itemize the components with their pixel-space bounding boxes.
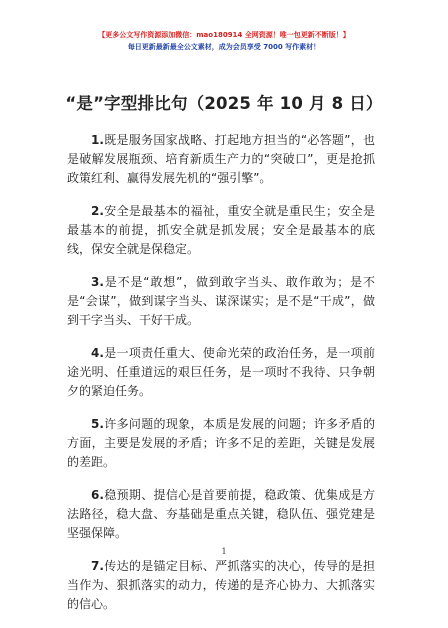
header-banner-blue: 每日更新最新最全公文素材，成为会员享受 7000 写作素材！ [127, 43, 321, 51]
paragraph-text: 既是服务国家战略、打起地方担当的“必答题”，也是破解发展瓶颈、培育新质生产力的“突破口”，更是抢抓政策红利、赢得发展先机的“强引擎”。 [67, 133, 375, 185]
page-number: 1 [221, 547, 227, 556]
paragraph-number: 6. [91, 488, 104, 502]
paragraph-text: 安全是最基本的福祉，重安全就是重民生；安全是最基本的前提，抓安全就是抓发展；安全是最基本的底线，保安全就是保稳定。 [67, 204, 375, 256]
paragraph-number: 5. [91, 417, 104, 431]
paragraph-2 [67, 202, 375, 259]
paragraph-text: 是不是“敢想”，做到敢字当头、敢作敢为；是不是“会谋”，做到谋字当头、谋深谋实；是不是“干成”，做到干字当头、干好干成。 [67, 275, 375, 327]
paragraph-1 [67, 131, 375, 188]
paragraph-number: 1. [91, 133, 104, 147]
paragraph-text: 许多问题的现象，本质是发展的问题；许多矛盾的方面，主要是发展的矛盾；许多不足的差距，关键是发展的差距。 [67, 417, 375, 469]
paragraph-number: 2. [91, 204, 104, 218]
header-banner-red: 【更多公文写作资源添加微信：mao180914 全网资源！唯一包更新不断版！】 [98, 31, 350, 39]
paragraph-5 [67, 415, 375, 472]
document-title: “是”字型排比句（2025 年 10 月 8 日） [65, 94, 383, 113]
paragraph-3 [67, 273, 375, 330]
paragraph-text: 是一项责任重大、使命光荣的政治任务，是一项前途光明、任重道远的艰巨任务，是一项时不我待、只争朝夕的紧迫任务。 [67, 346, 375, 398]
paragraph-number: 7. [91, 559, 104, 573]
paragraph-4 [67, 344, 375, 401]
paragraph-7 [67, 557, 375, 614]
paragraph-number: 4. [91, 346, 104, 360]
paragraph-text: 传达的是锚定目标、严抓落实的决心，传导的是担当作为、狠抓落实的动力，传递的是齐心协力、大抓落实的信心。 [67, 559, 375, 611]
paragraph-6 [67, 486, 375, 543]
paragraph-text: 稳预期、提信心是首要前提，稳政策、优集成是方法路径，稳大盘、夯基础是重点关键，稳队伍、强党建是坚强保障。 [67, 488, 375, 540]
paragraph-number: 3. [91, 275, 104, 289]
